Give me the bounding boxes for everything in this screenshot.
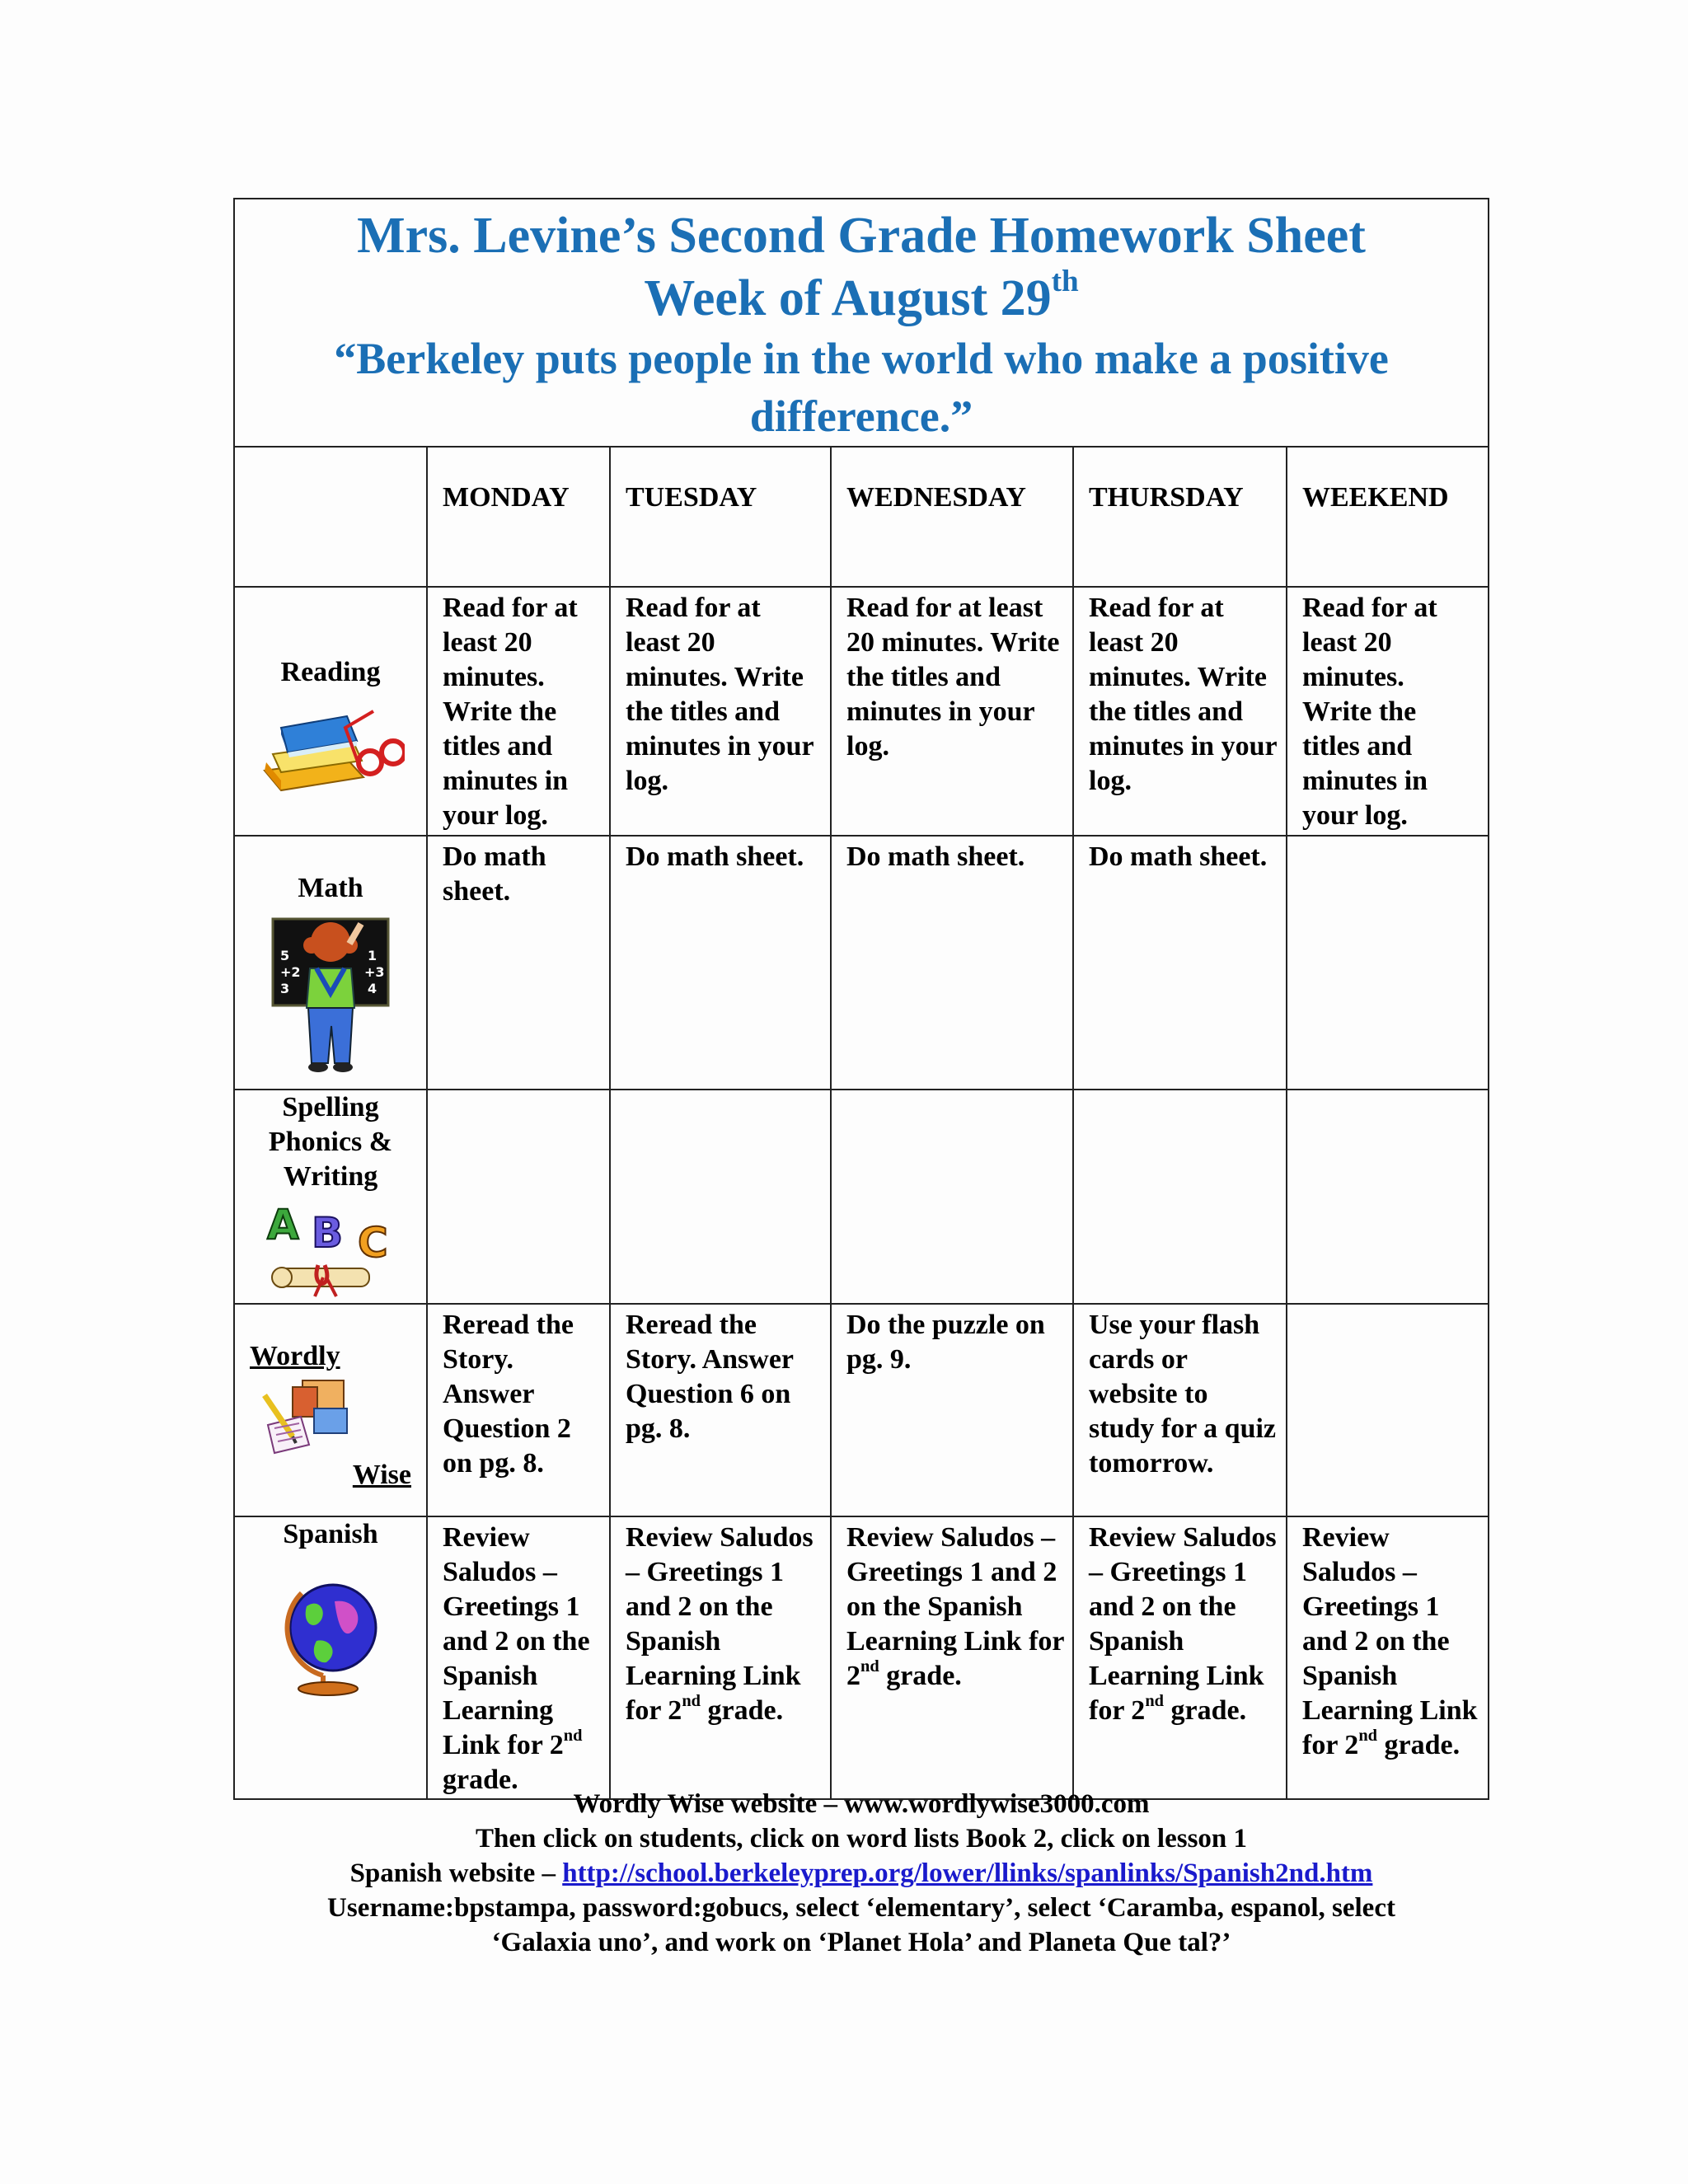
svg-text:+3: +3 — [364, 964, 385, 980]
day-thursday: THURSDAY — [1073, 447, 1287, 587]
spanish-monday: Review Saludos – Greetings 1 and 2 on the Spanish Learning Link for 2nd grade. — [427, 1516, 610, 1799]
wordly-tuesday: Reread the Story. Answer Question 6 on pg. 8. — [610, 1304, 831, 1516]
wordly-instructions-line: Then click on students, click on word lists Book 2, click on lesson 1 — [475, 1824, 1248, 1854]
svg-text:1: 1 — [368, 948, 377, 963]
spelling-monday — [427, 1090, 610, 1304]
login-instructions-line-2: ‘Galaxia uno’, and work on ‘Planet Hola’ and Planeta Que tal?’ — [491, 1928, 1231, 1957]
subject-label: Reading — [280, 657, 381, 687]
table-row — [234, 1516, 1489, 1799]
table-row — [234, 1304, 1489, 1516]
subject-spelling — [234, 1090, 427, 1304]
reading-weekend: Read for at least 20 minutes. Write the titles and minutes in your log. — [1287, 587, 1489, 836]
spelling-wednesday — [831, 1090, 1073, 1304]
math-monday: Do math sheet. — [427, 836, 610, 1090]
sheet-header — [234, 199, 1489, 447]
reading-wednesday: Read for at least 20 minutes. Write the titles and minutes in your log. — [831, 587, 1073, 836]
day-tuesday: TUESDAY — [610, 447, 831, 587]
table-row — [234, 1090, 1489, 1304]
math-wednesday: Do math sheet. — [831, 836, 1073, 1090]
wordly-weekend — [1287, 1304, 1489, 1516]
reading-monday: Read for at least 20 minutes. Write the titles and minutes in your log. — [427, 587, 610, 836]
reading-thursday: Read for at least 20 minutes. Write the titles and minutes in your log. — [1073, 587, 1287, 836]
subject-label: Wordly — [250, 1341, 340, 1371]
table-row — [234, 587, 1489, 836]
spanish-tuesday: Review Saludos – Greetings 1 and 2 on the Spanish Learning Link for 2nd grade. — [610, 1516, 831, 1799]
student-chalkboard-icon — [269, 911, 392, 1076]
reading-tuesday: Read for at least 20 minutes. Write the titles and minutes in your log. — [610, 587, 831, 836]
corner-cell — [234, 447, 427, 587]
day-monday: MONDAY — [427, 447, 610, 587]
week-heading: Week of August 29th — [644, 264, 1079, 326]
subject-label: Spelling Phonics & Writing — [268, 1092, 393, 1192]
table-row — [234, 836, 1489, 1090]
globe-icon — [277, 1573, 384, 1697]
svg-text:5: 5 — [280, 948, 290, 963]
svg-text:3: 3 — [280, 981, 290, 996]
day-wednesday: WEDNESDAY — [831, 447, 1073, 587]
subject-math — [234, 836, 427, 1090]
day-weekend: WEEKEND — [1287, 447, 1489, 587]
math-thursday: Do math sheet. — [1073, 836, 1287, 1090]
svg-text:C: C — [358, 1219, 388, 1267]
footer-notes — [206, 1787, 1517, 1960]
motto-quote: “Berkeley puts people in the world who make a positive difference.” — [334, 334, 1389, 441]
spanish-wednesday: Review Saludos – Greetings 1 and 2 on the Spanish Learning Link for 2nd grade. — [831, 1516, 1073, 1799]
spelling-tuesday — [610, 1090, 831, 1304]
login-instructions-line: Username:bpstampa, password:gobucs, select ‘elementary’, select ‘Caramba, espanol, select — [327, 1893, 1395, 1923]
subject-label: Wise — [352, 1460, 411, 1490]
svg-text:A: A — [267, 1201, 299, 1249]
subject-spanish — [234, 1516, 427, 1799]
homework-table — [233, 198, 1489, 1800]
spelling-thursday — [1073, 1090, 1287, 1304]
math-weekend — [1287, 836, 1489, 1090]
page-title: Mrs. Levine’s Second Grade Homework Sheet — [357, 208, 1366, 264]
spanish-website-line: Spanish website – http://school.berkeleyprep.org/lower/llinks/spanlinks/Spanish2nd.htm — [349, 1858, 1373, 1888]
subject-reading — [234, 587, 427, 836]
spanish-website-link[interactable]: http://school.berkeleyprep.org/lower/llinks/spanlinks/Spanish2nd.htm — [562, 1858, 1373, 1888]
wordly-thursday: Use your flash cards or website to study for a quiz tomorrow. — [1073, 1304, 1287, 1516]
spanish-thursday: Review Saludos – Greetings 1 and 2 on the Spanish Learning Link for 2nd grade. — [1073, 1516, 1287, 1799]
books-glasses-icon — [256, 695, 405, 794]
subject-label: Math — [298, 873, 363, 903]
math-tuesday: Do math sheet. — [610, 836, 831, 1090]
wordly-wednesday: Do the puzzle on pg. 9. — [831, 1304, 1073, 1516]
subject-wordly-wise — [234, 1304, 427, 1516]
wordly-monday: Reread the Story. Answer Question 2 on pg. 8. — [427, 1304, 610, 1516]
subject-label: Spanish — [283, 1519, 378, 1549]
svg-text:+2: +2 — [280, 964, 301, 980]
books-pencil-icon — [260, 1376, 350, 1458]
spanish-weekend: Review Saludos – Greetings 1 and 2 on the Spanish Learning Link for 2nd grade. — [1287, 1516, 1489, 1799]
wordly-wise-website-line: Wordly Wise website – www.wordlywise3000.com — [573, 1789, 1150, 1819]
svg-text:4: 4 — [368, 981, 377, 996]
svg-text:B: B — [312, 1209, 344, 1257]
abc-scroll-icon — [260, 1199, 401, 1298]
spelling-weekend — [1287, 1090, 1489, 1304]
